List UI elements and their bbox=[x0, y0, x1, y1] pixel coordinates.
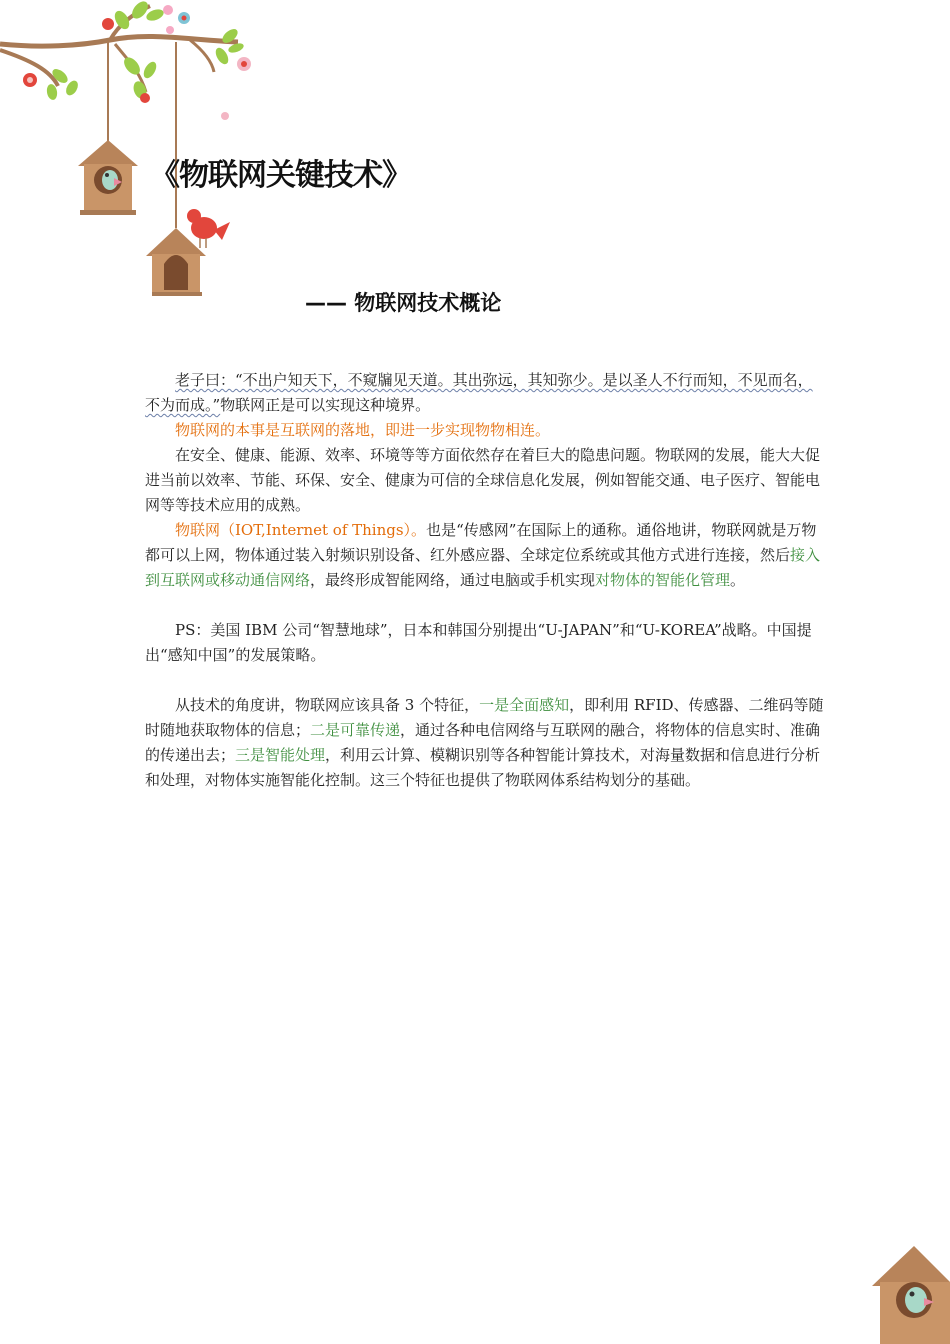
paragraph-iot-essence: 物联网的本事是互联网的落地，即进一步实现物物相连。 bbox=[175, 421, 551, 439]
paragraph-issues: 在安全、健康、能源、效率、环境等等方面依然存在着巨大的隐患问题。物联网的发展，能大大促进当前以效率、节能、环保、安全、健康为可信的全球信息化发展，例如智能交通、电子医疗、智能电网等等技术应用的成熟。 bbox=[145, 446, 821, 514]
document-body bbox=[145, 368, 825, 793]
feature-1-highlight: 一是全面感知 bbox=[479, 696, 570, 714]
features-intro: 从技术的角度讲，物联网应该具备 3 个特征， bbox=[175, 696, 480, 714]
feature-1-text: ，即利用 RFID、传感器、二维码等随时随地获取物体的信息； bbox=[145, 696, 824, 739]
iot-network-highlight: 接入到互联网或移动通信网络 bbox=[145, 546, 821, 589]
iot-term: 物联网（IOT,Internet of Things）。 bbox=[175, 521, 427, 539]
feature-3-highlight: 三是智能处理 bbox=[235, 746, 326, 764]
iot-definition-text: 也是“传感网”在国际上的通称。通俗地讲，物联网就是万物都可以上网，物体通过装入射频识别设备、红外感应器、全球定位系统或其他方式进行连接，然后 bbox=[145, 521, 817, 564]
corner-birdhouse-icon bbox=[870, 1244, 950, 1344]
paragraph-features bbox=[145, 693, 825, 793]
spacer bbox=[145, 668, 825, 693]
iot-definition-end: 。 bbox=[730, 571, 746, 589]
paragraph-laozi bbox=[145, 368, 825, 418]
feature-2-text: ，通过各种电信网络与互联网的融合，将物体的信息实时、准确的传递出去； bbox=[145, 721, 821, 764]
paragraph-laozi-rest: 物联网正是可以实现这种境界。 bbox=[220, 396, 431, 414]
document-title: 《物联网关键技术》 bbox=[150, 158, 411, 193]
feature-2-highlight: 二是可靠传递 bbox=[310, 721, 401, 739]
paragraph-iot-definition bbox=[145, 518, 825, 593]
iot-management-highlight: 对物体的智能化管理 bbox=[595, 571, 731, 589]
iot-definition-text-2: ，最终形成智能网络，通过电脑或手机实现 bbox=[310, 571, 596, 589]
laozi-quote: 老子曰：“不出户知天下，不窥牖见天道。其出弥远，其知弥少。是以圣人不行而知，不见而名，不为而成。” bbox=[145, 371, 813, 414]
paragraph-ps: PS：美国 IBM 公司“智慧地球”，日本和韩国分别提出“U-JAPAN”和“U-KOREA”战略。中国提出“感知中国”的发展策略。 bbox=[145, 621, 812, 664]
feature-3-text: ，利用云计算、模糊识别等各种智能计算技术，对海量数据和信息进行分析和处理，对物体实施智能化控制。这三个特征也提供了物联网体系结构划分的基础。 bbox=[145, 746, 821, 789]
spacer bbox=[145, 593, 825, 618]
document-subtitle: —— 物联网技术概论 bbox=[305, 291, 502, 315]
